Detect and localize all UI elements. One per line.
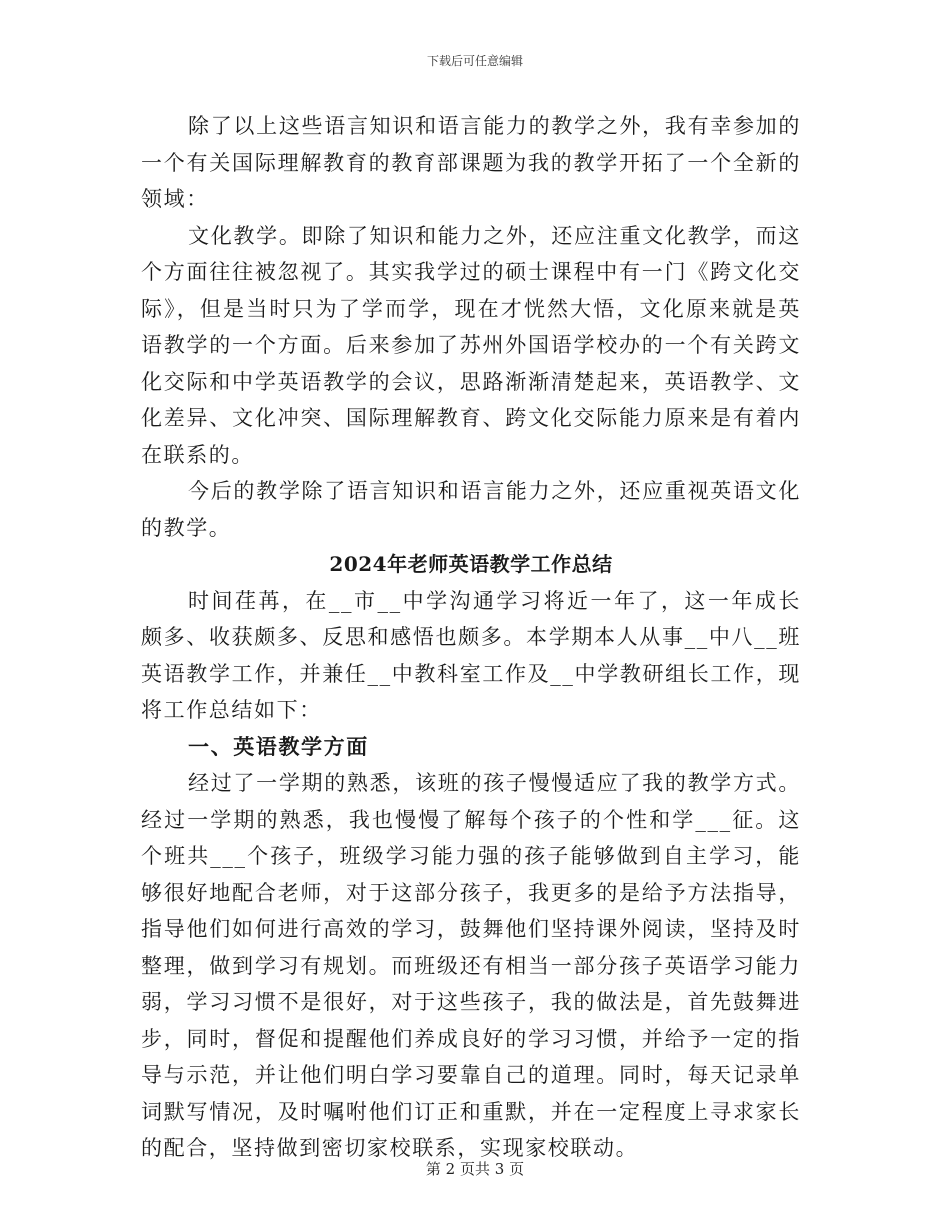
intro-paragraph: 时间荏苒，在__市__中学沟通学习将近一年了，这一年成长颇多、收获颇多、反思和感悟也颇多。本学期本人从事__中八__班英语教学工作，并兼任__中教科室工作及__中学教研组长工作，现将工作总结如下： — [141, 588, 801, 722]
document-title: 2024年老师英语教学工作总结 — [329, 552, 613, 576]
document-body — [141, 108, 801, 1167]
section-heading: 一、英语教学方面 — [188, 733, 369, 759]
page-footer: 第 2 页共 3 页 — [425, 1160, 525, 1178]
section-paragraph: 经过了一学期的熟悉，该班的孩子慢慢适应了我的教学方式。经过一学期的熟悉，我也慢慢了解每个孩子的个性和学___征。这个班共___个孩子，班级学习能力强的孩子能够做到自主学习，能够很好地配合老师，对于这部分孩子，我更多的是给予方法指导，指导他们如何进行高效的学习，鼓舞他们坚持课外阅读，坚持及时整理，做到学习有规划。而班级还有相当一部分孩子英语学习能力弱，学习习惯不是很好，对于这些孩子，我的做法是，首先鼓舞进步，同时，督促和提醒他们养成良好的学习习惯，并给予一定的指导与示范，并让他们明白学习要靠自己的道理。同时，每天记录单词默写情况，及时嘱咐他们订正和重默，并在一定程度上寻求家长的配合，坚持做到密切家校联系，实现家校联动。 — [141, 771, 801, 1160]
paragraph: 除了以上这些语言知识和语言能力的教学之外，我有幸参加的一个有关国际理解教育的教育部课题为我的教学开拓了一个全新的领域： — [141, 114, 801, 211]
paragraph: 今后的教学除了语言知识和语言能力之外，还应重视英语文化的教学。 — [141, 479, 801, 540]
header-note: 下载后可任意编辑 — [426, 54, 523, 68]
paragraph: 文化教学。即除了知识和能力之外，还应注重文化教学，而这个方面往往被忽视了。其实我学过的硕士课程中有一门《跨文化交际》，但是当时只为了学而学，现在才恍然大悟，文化原来就是英语教学的一个方面。后来参加了苏州外国语学校办的一个有关跨文化交际和中学英语教学的会议，思路渐渐清楚起来，英语教学、文化差异、文化冲突、国际理解教育、跨文化交际能力原来是有着内在联系的。 — [141, 223, 801, 467]
